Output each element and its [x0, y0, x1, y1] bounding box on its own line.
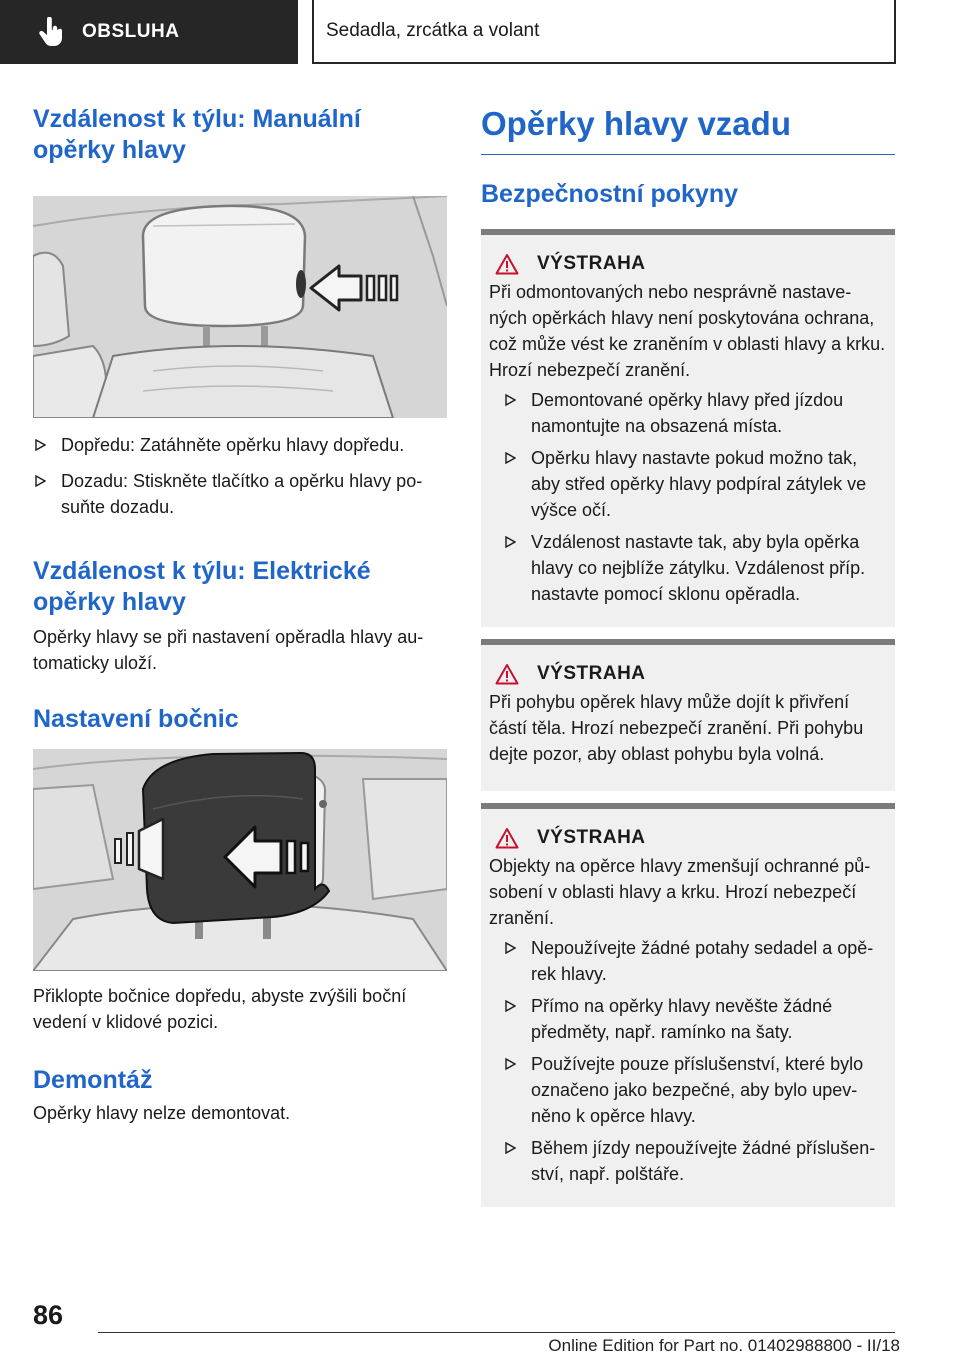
- footer-divider: [98, 1332, 895, 1333]
- right-column: [481, 104, 895, 1207]
- list-item: Opěrku hlavy nastavte pokud možno tak, aby střed opěrky hlavy podpíral zátylek ve výšce očí.: [503, 445, 887, 523]
- side-wings-text: Přiklopte bočnice dopředu, abyste zvýšili boční vedení v klidové pozici.: [33, 986, 407, 1032]
- warning-header: [489, 253, 887, 275]
- list-item: Demontované opěrky hlavy před jízdou namontujte na obsazená místa.: [503, 387, 887, 439]
- headrest-illustration-2: [33, 749, 447, 971]
- section-title-manual-headrests: Vzdálenost k týlu: Manuální opěrky hlavy: [33, 105, 361, 164]
- warning-text: Při odmontovaných nebo nesprávně nastave‐ných opěrkách hlavy není poskytována ochrana, což může vést ke zraněním v oblasti hlavy a krku. Hrozí nebezpečí zranění.: [489, 282, 886, 380]
- hand-pointer-icon: [38, 17, 64, 47]
- list-item: Nepoužívejte žádné potahy sedadel a opě‐rek hlavy.: [503, 935, 887, 987]
- electric-headrests-text: Opěrky hlavy se při nastavení opěradla hlavy au‐tomaticky uloží.: [33, 627, 424, 673]
- warning-triangle-icon: [495, 827, 519, 849]
- warning-text: Při pohybu opěrek hlavy může dojít k přivření částí těla. Hrozí nebezpečí zranění. Při pohybu dejte pozor, aby oblast pohybu byla volná.: [489, 692, 864, 764]
- triangle-right-icon: [505, 394, 516, 406]
- triangle-right-icon: [505, 1142, 516, 1154]
- triangle-right-icon: [505, 536, 516, 548]
- warning-triangle-icon: [495, 663, 519, 685]
- warning-title: VÝSTRAHA: [537, 663, 646, 684]
- triangle-right-icon: [505, 1000, 516, 1012]
- edition-info: Online Edition for Part no. 01402988800 - II/18: [548, 1336, 900, 1355]
- page-number: 86: [33, 1300, 64, 1330]
- warning-header: [489, 827, 887, 849]
- section-tab[interactable]: [0, 0, 298, 64]
- headrest-illustration-1: [33, 196, 447, 418]
- chapter-title: Sedadla, zrcátka a volant: [312, 0, 896, 64]
- removal-text: Opěrky hlavy nelze demontovat.: [33, 1103, 291, 1123]
- warning-triangle-icon: [495, 253, 519, 275]
- warning-list: [503, 935, 887, 1187]
- warning-box: [481, 803, 895, 1207]
- illustration-side-wings: [33, 749, 447, 971]
- list-item: Vzdálenost nastavte tak, aby byla opěrka hlavy co nejblíže zátylku. Vzdálenost příp. nastavte pomocí sklonu opěradla.: [503, 529, 887, 607]
- warning-box: [481, 229, 895, 627]
- list-item: Přímo na opěrky hlavy nevěšte žádné předměty, např. ramínko na šaty.: [503, 993, 887, 1045]
- list-item: Používejte pouze příslušenství, které bylo označeno jako bezpečné, aby bylo upev‐něno k opěrce hlavy.: [503, 1051, 887, 1129]
- warning-title: VÝSTRAHA: [537, 827, 646, 848]
- list-item: Během jízdy nepoužívejte žádné příslušen‐ství, např. polštáře.: [503, 1135, 887, 1187]
- left-column: [33, 104, 447, 1126]
- triangle-right-icon: [35, 475, 46, 487]
- triangle-right-icon: [35, 439, 46, 451]
- illustration-manual-headrest: [33, 196, 447, 418]
- triangle-right-icon: [505, 942, 516, 954]
- list-item: Dopředu: Zatáhněte opěrku hlavy dopředu.: [33, 432, 447, 458]
- triangle-right-icon: [505, 452, 516, 464]
- warning-header: [489, 663, 887, 685]
- triangle-right-icon: [505, 1058, 516, 1070]
- main-title: Opěrky hlavy vzadu: [481, 104, 895, 155]
- safety-notes-title: Bezpečnostní pokyny: [481, 180, 738, 208]
- warning-box: [481, 639, 895, 791]
- warning-title: VÝSTRAHA: [537, 253, 646, 274]
- manual-headrest-steps: [33, 432, 447, 520]
- warning-list: [503, 387, 887, 607]
- list-item: Dozadu: Stiskněte tlačítko a opěrku hlavy po‐suňte dozadu.: [33, 468, 447, 520]
- warning-text: Objekty na opěrce hlavy zmenšují ochranné pů‐sobení v oblasti hlavy a krku. Hrozí nebezpečí zranění.: [489, 856, 871, 928]
- section-title-electric-headrests: Vzdálenost k týlu: Elektrické opěrky hlavy: [33, 557, 371, 616]
- section-title-side-wings: Nastavení bočnic: [33, 705, 239, 733]
- section-tab-label: OBSLUHA: [82, 21, 180, 42]
- section-title-removal: Demontáž: [33, 1066, 153, 1094]
